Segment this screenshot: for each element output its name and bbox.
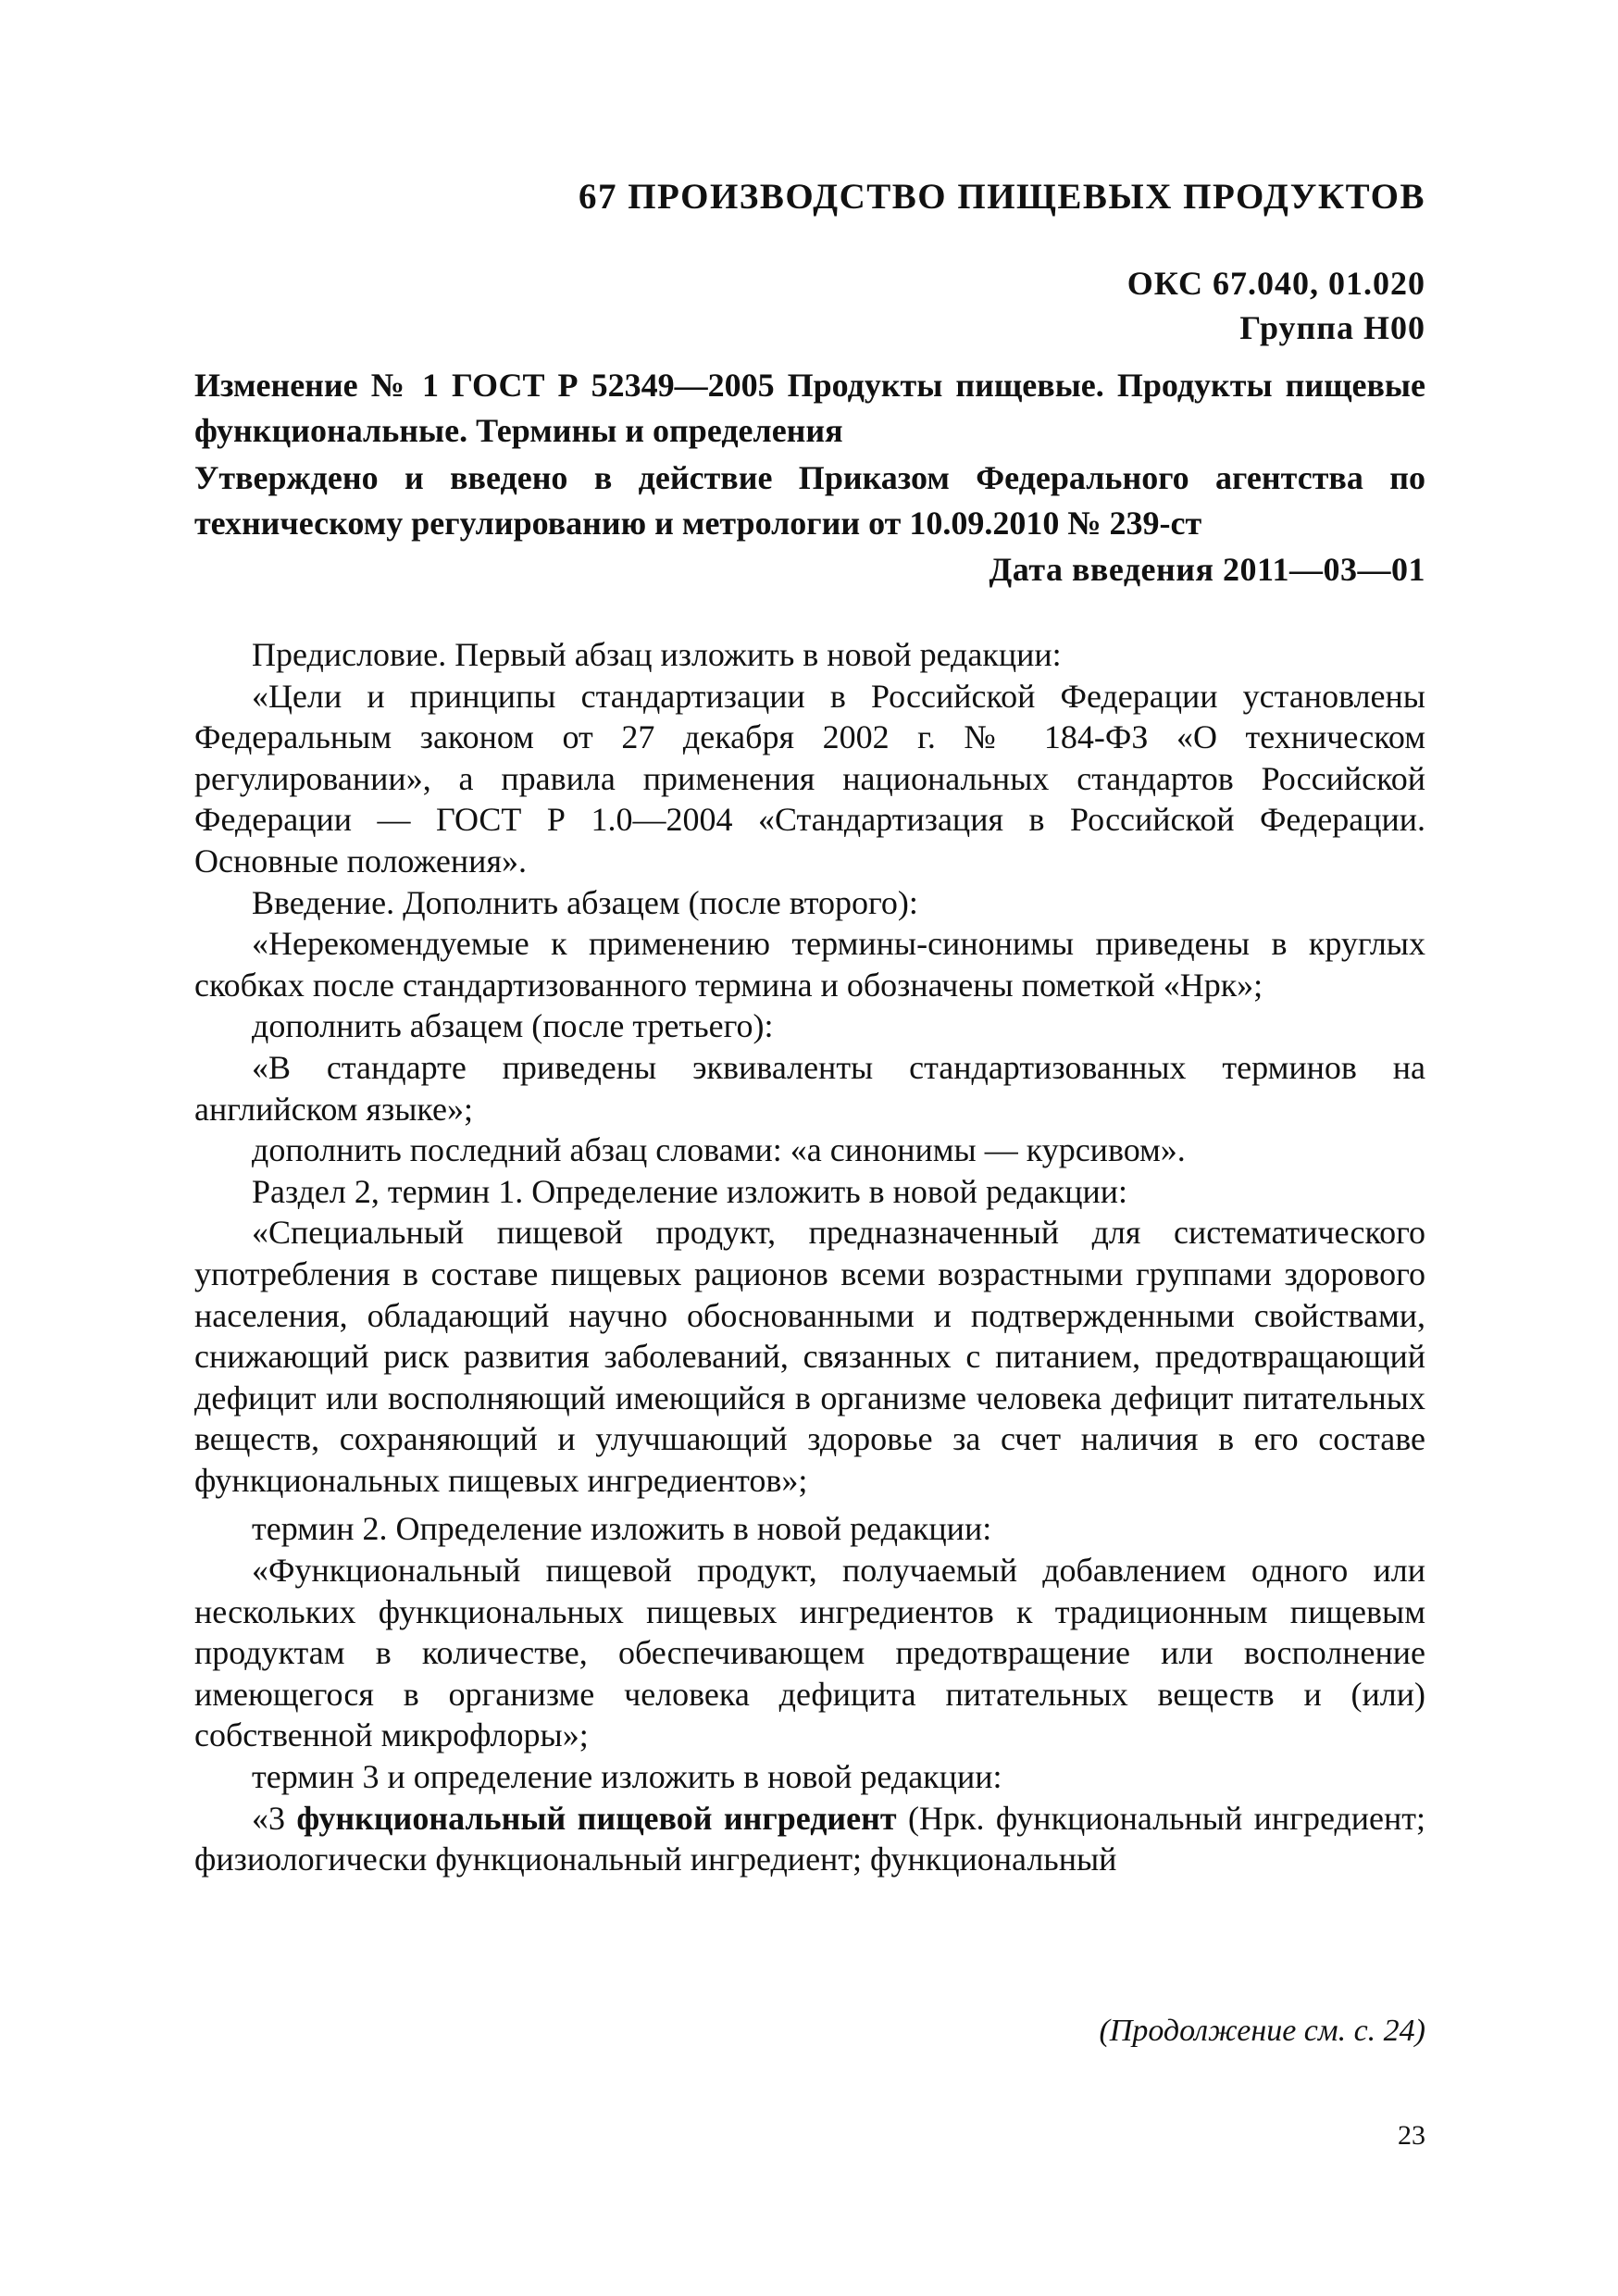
paragraph: «В стандарте приведены эквиваленты стандартизованных терминов на английском языке»; <box>194 1048 1425 1128</box>
group-code: Группа Н00 <box>1239 309 1425 346</box>
continuation-note: (Продолжение см. с. 24) <box>1099 2014 1425 2048</box>
term-name: функциональный пищевой ингредиент <box>296 1799 897 1837</box>
amendment-title: Изменение № 1 ГОСТ Р 52349—2005 Продукты пищевые. Продукты пищевые функциональные. Термины и определения <box>194 367 1425 449</box>
paragraph: термин 3 и определение изложить в новой редакции: <box>252 1758 1002 1796</box>
introduction-date: Дата введения 2011—03—01 <box>989 551 1425 588</box>
classification-codes <box>926 261 1425 350</box>
term-number: «3 <box>252 1799 297 1837</box>
paragraph: Введение. Дополнить абзацем (после второго): <box>252 883 918 921</box>
paragraph: «Нерекомендуемые к применению термины-синонимы приведены в круглых скобках после стандартизованного термина и обозначены пометкой «Нрк»; <box>194 925 1425 1004</box>
paragraph: «Цели и принципы стандартизации в Российской Федерации установлены Федеральным законом от 27 декабря 2002 г. № 184-ФЗ «О техническом регулировании», а правила применения национальных стандартов Российской Федерации — ГОСТ Р 1.0—2004 «Стандартизация в Российской Федерации. Основные положения». <box>194 677 1425 880</box>
paragraph: термин 2. Определение изложить в новой редакции: <box>252 1510 992 1548</box>
paragraph: Раздел 2, термин 1. Определение изложить в новой редакции: <box>252 1172 1128 1210</box>
term-synonyms: (Нрк. функциональный ингредиент; физиологически функциональный ингредиент; функциональный <box>194 1799 1426 1878</box>
oks-code: ОКС 67.040, 01.020 <box>1126 265 1425 302</box>
paragraph-term-3 <box>194 1798 1425 1880</box>
paragraph: Предисловие. Первый абзац изложить в новой редакции: <box>252 636 1062 673</box>
paragraph: дополнить последний абзац словами: «а синонимы — курсивом». <box>252 1131 1186 1169</box>
paragraph: «Специальный пищевой продукт, предназначенный для систематического употребления в составе пищевых рационов всеми возрастными группами здорового населения, обладающий научно обоснованными и подтвержденными свойствами, снижающий риск развития заболеваний, связанных с питанием, предотвращающий дефицит или восполняющий имеющийся в организме человека дефицит питательных веществ, сохраняющий и улучшающий здоровье за счет наличия в его составе функциональных пищевых ингредиентов»; <box>194 1214 1425 1499</box>
section-title: 67 ПРОИЗВОДСТВО ПИЩЕВЫХ ПРОДУКТОВ <box>578 177 1425 217</box>
approval-statement: Утверждено и введено в действие Приказом Федерального агентства по техническому регулированию и метрологии от 10.09.2010 № 239-ст <box>194 459 1425 542</box>
paragraph: «Функциональный пищевой продукт, получаемый добавлением одного или нескольких функциональных пищевых ингредиентов к традиционным пищевым продуктам в количестве, обеспечивающем предотвращение или восполнение имеющегося в организме человека дефицита питательных веществ и (или) собственной микрофлоры»; <box>194 1552 1425 1754</box>
paragraph: дополнить абзацем (после третьего): <box>252 1007 774 1045</box>
page-number: 23 <box>1398 2120 1425 2151</box>
body-text <box>194 634 1425 1880</box>
